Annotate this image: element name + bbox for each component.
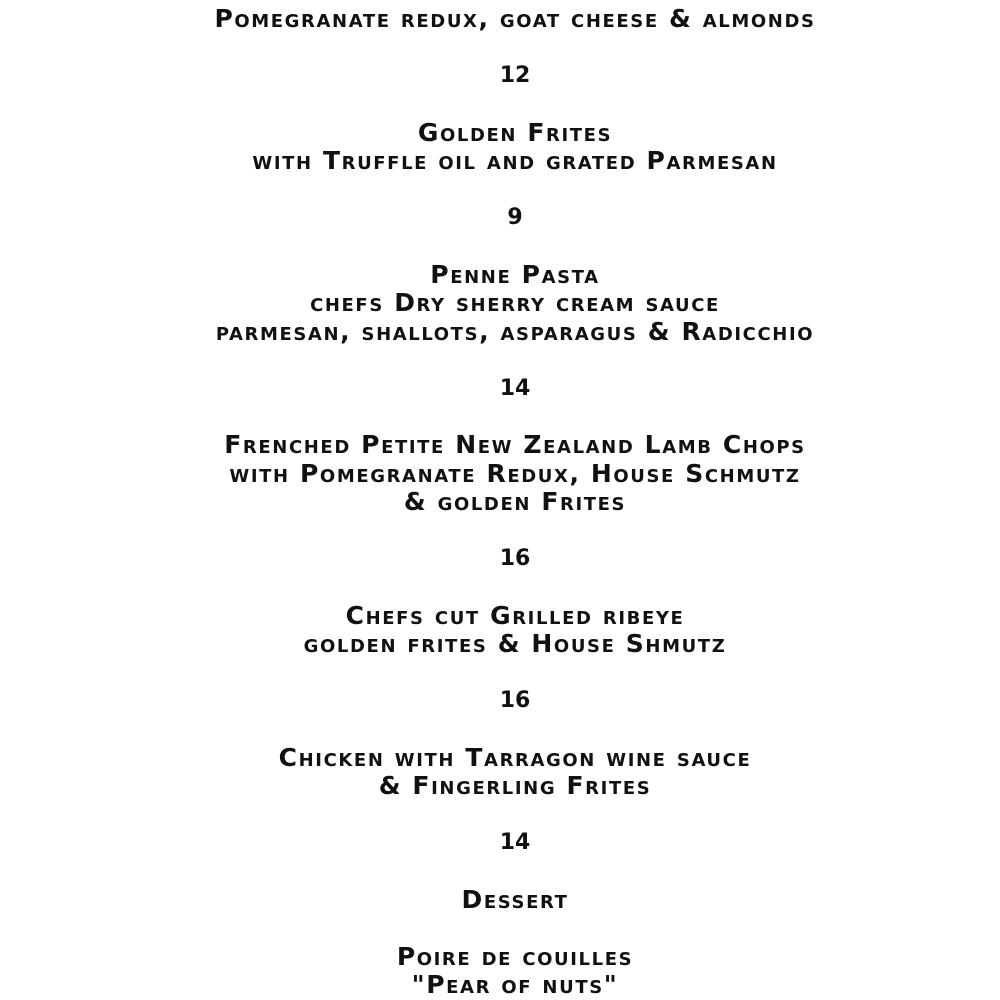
dessert-item-title: Poire de couilles bbox=[396, 942, 634, 971]
item-price: 12 bbox=[499, 63, 531, 88]
item-price: 16 bbox=[499, 546, 531, 571]
item-title: Penne Pasta bbox=[430, 260, 600, 289]
item-description-line: golden frites & House Shmutz bbox=[303, 629, 727, 658]
item-description-line: parmesan, shallots, asparagus & Radicchio bbox=[215, 317, 815, 346]
item-title: Frenched Petite New Zealand Lamb Chops bbox=[224, 430, 806, 459]
item-description-line: with Truffle oil and grated Parmesan bbox=[252, 146, 778, 175]
item-price: 14 bbox=[499, 376, 531, 401]
item-description-line: Pomegranate redux, goat cheese & almonds bbox=[214, 4, 816, 33]
item-description-line: chefs Dry sherry cream sauce bbox=[310, 288, 720, 317]
item-title: Golden Frites bbox=[417, 118, 613, 147]
item-price: 16 bbox=[499, 688, 531, 713]
item-description-line: with Pomegranate Redux, House Schmutz bbox=[229, 459, 801, 488]
item-price: 9 bbox=[507, 205, 523, 230]
item-title: Chefs cut Grilled ribeye bbox=[345, 601, 685, 630]
item-description-line: & Fingerling Frites bbox=[378, 771, 652, 800]
item-description-line: & golden Frites bbox=[403, 487, 627, 516]
dessert-heading: Dessert bbox=[461, 885, 569, 914]
dessert-item-subtitle: "Pear of nuts" bbox=[411, 970, 619, 999]
item-price: 14 bbox=[499, 830, 531, 855]
item-title: Chicken with Tarragon wine sauce bbox=[278, 743, 752, 772]
